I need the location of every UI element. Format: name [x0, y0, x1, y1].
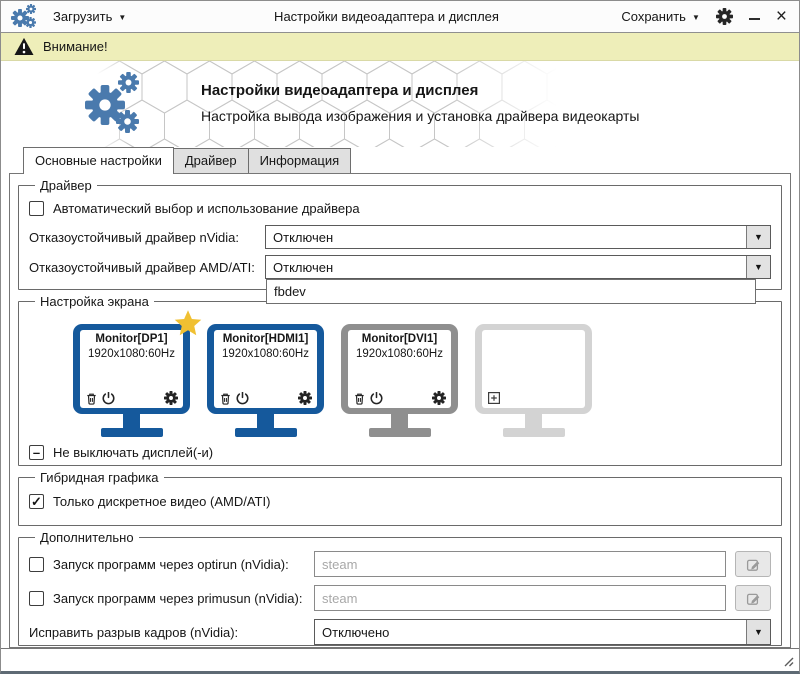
- chevron-down-icon: ▼: [118, 13, 127, 22]
- titlebar: [1, 1, 799, 33]
- tab-main-settings[interactable]: Основные настройки: [23, 147, 174, 174]
- monitor-card-dvi1[interactable]: [341, 324, 458, 437]
- monitor-stand: [257, 414, 274, 428]
- group-screen-legend: Настройка экрана: [40, 294, 149, 309]
- status-bar: [1, 648, 799, 671]
- group-extra: [18, 530, 782, 646]
- monitor-stand: [525, 414, 542, 428]
- auto-driver-checkbox[interactable]: [29, 201, 44, 216]
- warning-triangle-icon: [14, 37, 34, 56]
- banner-title: Настройки видеоадаптера и дисплея: [201, 82, 479, 99]
- group-screen: [18, 294, 782, 466]
- gear-icon[interactable]: [432, 391, 446, 405]
- optirun-label: Запуск программ через optirun (nVidia):: [53, 556, 289, 572]
- amd-failsafe-combobox[interactable]: [265, 255, 771, 299]
- monitor-stand: [391, 414, 408, 428]
- power-icon[interactable]: [102, 392, 115, 405]
- chevron-down-icon: ▼: [754, 627, 763, 637]
- load-label: Загрузить: [53, 9, 113, 24]
- monitor-name: Monitor[DP1]: [95, 333, 168, 345]
- group-hybrid-graphics: [18, 470, 782, 526]
- header-banner: [1, 61, 799, 147]
- monitor-name: Monitor[HDMI1]: [222, 333, 309, 345]
- dropdown-option-fbdev[interactable]: fbdev: [274, 284, 306, 299]
- primusun-edit-button[interactable]: [735, 585, 771, 611]
- group-extra-legend: Дополнительно: [40, 530, 134, 545]
- chevron-down-icon: ▼: [754, 262, 763, 272]
- warning-text: Внимание!: [43, 39, 108, 54]
- auto-driver-label: Автоматический выбор и использование драйвера: [53, 201, 360, 216]
- pencil-edit-icon: [746, 557, 761, 572]
- save-label: Сохранить: [621, 9, 686, 24]
- tab-page-main-settings: [9, 173, 791, 648]
- tearing-fix-value: Отключено: [322, 624, 390, 640]
- primusun-checkbox[interactable]: [29, 591, 44, 606]
- optirun-command-input[interactable]: [314, 551, 726, 577]
- trash-icon[interactable]: [219, 392, 232, 405]
- discrete-only-checkbox[interactable]: ✓: [29, 494, 44, 509]
- combo-dropdown-button[interactable]: [746, 620, 770, 644]
- group-driver-legend: Драйвер: [40, 178, 92, 193]
- amd-failsafe-label: Отказоустойчивый драйвер AMD/ATI:: [29, 259, 255, 275]
- chevron-down-icon: ▼: [754, 232, 763, 242]
- gear-icon[interactable]: [298, 391, 312, 405]
- minimize-icon: [749, 18, 760, 20]
- chevron-down-icon: ▼: [691, 13, 700, 22]
- optirun-checkbox[interactable]: [29, 557, 44, 572]
- group-hybrid-legend: Гибридная графика: [40, 470, 159, 485]
- primusun-label: Запуск программ через primusun (nVidia):: [53, 590, 303, 606]
- primary-star-icon: [173, 309, 203, 339]
- group-driver: [18, 178, 782, 299]
- monitor-mode: 1920x1080:60Hz: [88, 348, 175, 360]
- tearing-fix-label: Исправить разрыв кадров (nVidia):: [29, 624, 239, 640]
- add-monitor-plus-icon[interactable]: [487, 391, 501, 405]
- warning-bar[interactable]: [1, 33, 799, 61]
- app-gears-icon: [11, 4, 39, 30]
- monitor-card-add[interactable]: [475, 324, 592, 437]
- monitor-base: [503, 428, 565, 437]
- tearing-fix-combobox[interactable]: [314, 619, 771, 645]
- keep-displays-on-label: Не выключать дисплей(-и): [53, 445, 214, 460]
- combo-dropdown-button[interactable]: [746, 256, 770, 278]
- keep-displays-on-checkbox[interactable]: –: [29, 445, 44, 460]
- resize-grip[interactable]: [781, 654, 794, 667]
- tab-driver[interactable]: Драйвер: [173, 148, 249, 173]
- amd-failsafe-value: Отключен: [273, 259, 334, 275]
- combo-dropdown-button[interactable]: [746, 226, 770, 248]
- trash-icon[interactable]: [353, 392, 366, 405]
- monitor-base: [369, 428, 431, 437]
- monitor-base: [101, 428, 163, 437]
- optirun-edit-button[interactable]: [735, 551, 771, 577]
- monitor-base: [235, 428, 297, 437]
- power-icon[interactable]: [370, 392, 383, 405]
- tab-strip: [1, 147, 799, 173]
- monitor-stand: [123, 414, 140, 428]
- tab-info[interactable]: Информация: [248, 148, 352, 173]
- amd-failsafe-dropdown-popup: [266, 279, 756, 304]
- monitor-card-dp1[interactable]: [73, 324, 190, 437]
- settings-gear-button[interactable]: [716, 8, 733, 25]
- nvidia-failsafe-label: Отказоустойчивый драйвер nVidia:: [29, 229, 239, 245]
- pencil-edit-icon: [746, 591, 761, 606]
- monitor-list: [29, 309, 771, 437]
- trash-icon[interactable]: [85, 392, 98, 405]
- power-icon[interactable]: [236, 392, 249, 405]
- monitor-card-hdmi1[interactable]: [207, 324, 324, 437]
- banner-subtitle: Настройка вывода изображения и установка драйвера видеокарты: [201, 108, 640, 124]
- load-menu-button[interactable]: [53, 9, 126, 24]
- gear-icon[interactable]: [164, 391, 178, 405]
- primusun-command-input[interactable]: [314, 585, 726, 611]
- discrete-only-label: Только дискретное видео (AMD/ATI): [53, 494, 271, 509]
- monitor-name: Monitor[DVI1]: [361, 333, 438, 345]
- save-menu-button[interactable]: [621, 9, 700, 24]
- nvidia-failsafe-combobox[interactable]: [265, 225, 771, 249]
- monitor-mode: 1920x1080:60Hz: [222, 348, 309, 360]
- banner-gears-icon: [85, 72, 151, 134]
- nvidia-failsafe-value: Отключен: [273, 229, 334, 245]
- minimize-button[interactable]: [749, 13, 760, 20]
- monitor-mode: 1920x1080:60Hz: [356, 348, 443, 360]
- window-title: Настройки видеоадаптера и дисплея: [274, 9, 499, 24]
- close-button[interactable]: ×: [775, 5, 787, 27]
